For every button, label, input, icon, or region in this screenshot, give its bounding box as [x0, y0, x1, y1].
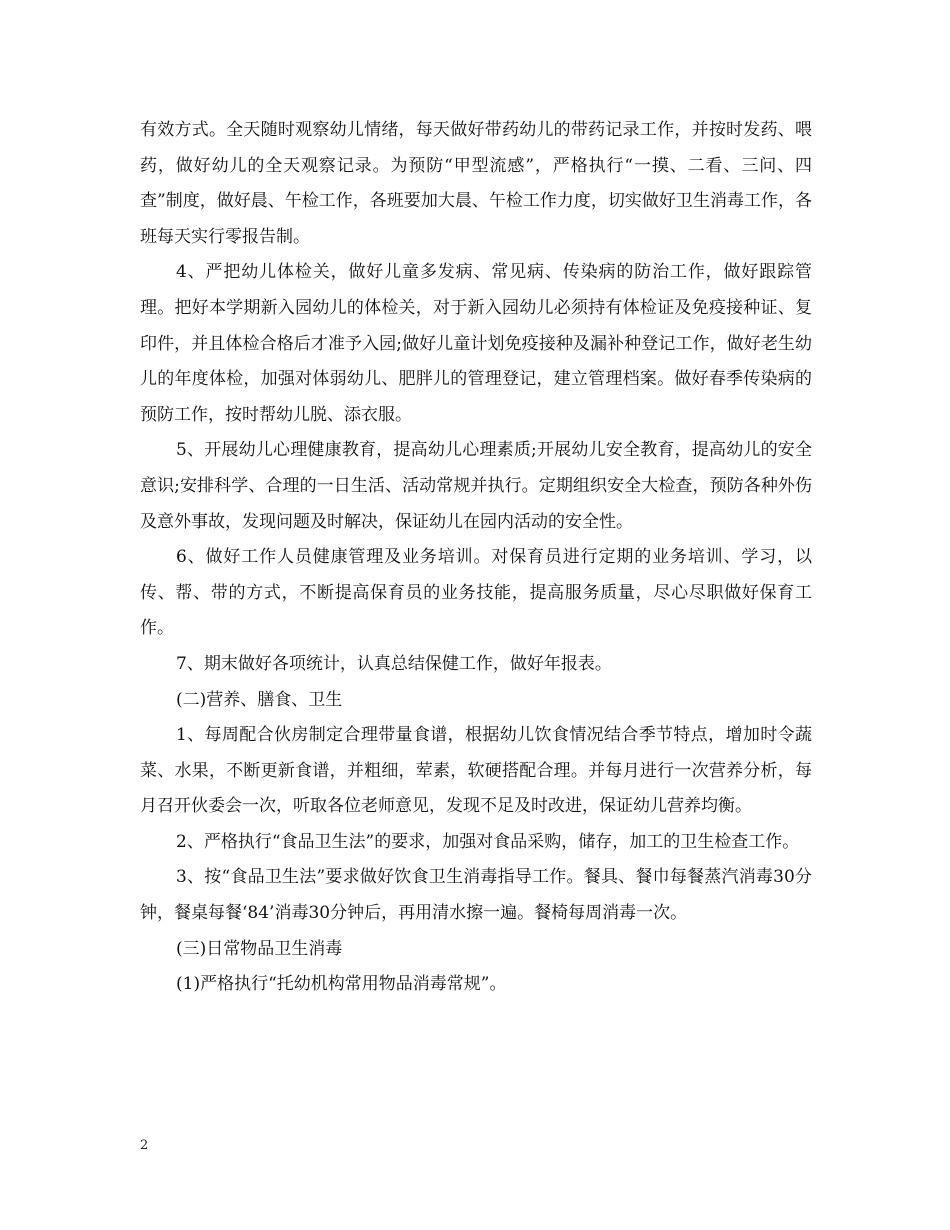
paragraph: 4、严把幼儿体检关，做好儿童多发病、常见病、传染病的防治工作，做好跟踪管理。把好本学期新入园幼儿的体检关，对于新入园幼儿必须持有体检证及免疫接种证、复印件，并且体检合格后才准予入园;做好儿童计划免疫接种及漏补种登记工作，做好老生幼儿的年度体检，加强对体弱幼儿、肥胖儿的管理登记，建立管理档案。做好春季传染病的预防工作，按时帮幼儿脱、添衣服。 [140, 262, 812, 425]
paragraph: 1、每周配合伙房制定合理带量食谱，根据幼儿饮食情况结合季节特点，增加时令蔬菜、水果，不断更新食谱，并粗细，荤素，软硬搭配合理。并每月进行一次营养分析，每月召开伙委会一次，听取各位老师意见，发现不足及时改进，保证幼儿营养均衡。 [140, 725, 812, 817]
paragraph: 有效方式。全天随时观察幼儿情绪，每天做好带药幼儿的带药记录工作，并按时发药、喂药，做好幼儿的全天观察记录。为预防“甲型流感”，严格执行“一摸、二看、三问、四查”制度，做好晨、午检工作，各班要加大晨、午检工作力度，切实做好卫生消毒工作，各班每天实行零报告制。 [140, 120, 812, 247]
paragraph: 3、按“食品卫生法”要求做好饮食卫生消毒指导工作。餐具、餐巾每餐蒸汽消毒30分钟，餐桌每餐‘84’消毒30分钟后，再用清水擦一遍。餐椅每周消毒一次。 [140, 867, 812, 924]
paragraph: 2、严格执行“食品卫生法”的要求，加强对食品采购，储存，加工的卫生检查工作。 [176, 831, 800, 852]
paragraph: 5、开展幼儿心理健康教育，提高幼儿心理素质;开展幼儿安全教育，提高幼儿的安全意识;安排科学、合理的一日生活、活动常规并执行。定期组织安全大检查，预防各种外伤及意外事故，发现问题及时解决，保证幼儿在园内活动的安全性。 [140, 440, 812, 532]
paragraph: 7、期末做好各项统计，认真总结保健工作，做好年报表。 [176, 653, 612, 674]
section-heading: (三)日常物品卫生消毒 [176, 938, 343, 959]
section-heading: (二)营养、膳食、卫生 [176, 689, 343, 710]
page-number: 2 [140, 1138, 149, 1153]
paragraph: (1)严格执行“托幼机构常用物品消毒常规”。 [176, 974, 507, 995]
document-body [140, 113, 812, 1003]
paragraph: 6、做好工作人员健康管理及业务培训。对保育员进行定期的业务培训、学习，以传、帮、带的方式，不断提高保育员的业务技能，提高服务质量，尽心尽职做好保育工作。 [140, 547, 812, 639]
